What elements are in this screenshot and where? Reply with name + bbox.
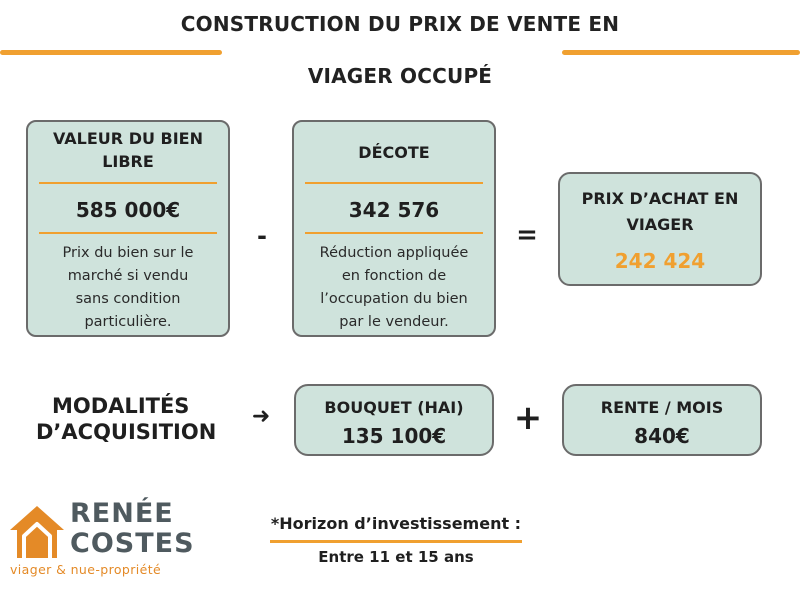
decote-desc-2: en fonction de xyxy=(341,268,447,284)
minus-operator: - xyxy=(257,222,267,250)
decote-card xyxy=(292,120,496,337)
horizon-rule xyxy=(270,540,522,543)
title-line-2: VIAGER OCCUPÉ xyxy=(307,64,493,88)
decote-value: 342 576 xyxy=(348,198,440,222)
modalites-label-line-1: MODALITÉS xyxy=(52,394,190,418)
rente-card xyxy=(562,384,762,456)
valeur-bien-desc-2: marché si vendu xyxy=(67,268,189,284)
valeur-bien-heading-1: VALEUR DU BIEN xyxy=(53,129,203,148)
valeur-bien-card xyxy=(26,120,230,337)
valeur-bien-desc-3: sans condition xyxy=(75,291,181,307)
plus-operator: + xyxy=(513,398,543,438)
decote-desc-3: l’occupation du bien xyxy=(320,291,468,307)
house-icon xyxy=(8,502,66,560)
decote-desc-4: par le vendeur. xyxy=(339,314,449,330)
prix-achat-heading-1: PRIX D’ACHAT EN xyxy=(581,189,739,208)
bouquet-card xyxy=(294,384,494,456)
valeur-bien-heading-2: LIBRE xyxy=(102,152,154,171)
title-accent-bar-right xyxy=(562,50,800,55)
decote-rule-bottom xyxy=(305,232,483,234)
horizon-label: *Horizon d’investissement : xyxy=(270,514,522,533)
logo-line-1: RENÉE xyxy=(70,498,174,529)
modalites-label xyxy=(36,393,246,445)
horizon-value: Entre 11 et 15 ans xyxy=(318,548,474,566)
valeur-bien-desc-4: particulière. xyxy=(84,314,172,330)
rente-value: 840€ xyxy=(634,424,690,448)
decote-desc-1: Réduction appliquée xyxy=(319,245,469,261)
valeur-bien-value: 585 000€ xyxy=(75,198,181,222)
decote-rule-top xyxy=(305,182,483,184)
arrow-icon: ➜ xyxy=(251,404,271,429)
logo-tagline: viager & nue-propriété xyxy=(10,562,162,577)
equals-operator: = xyxy=(516,220,538,250)
prix-achat-card xyxy=(558,172,762,286)
prix-achat-value: 242 424 xyxy=(614,249,706,273)
bouquet-value: 135 100€ xyxy=(341,424,447,448)
prix-achat-heading-2: VIAGER xyxy=(626,215,694,234)
renee-costes-logo xyxy=(6,498,206,578)
logo-line-2: COSTES xyxy=(70,528,195,559)
modalites-label-line-2: D’ACQUISITION xyxy=(36,420,217,444)
decote-heading: DÉCOTE xyxy=(358,143,430,162)
bouquet-heading: BOUQUET (HAI) xyxy=(324,398,464,417)
valeur-bien-rule-top xyxy=(39,182,217,184)
title-accent-bar-left xyxy=(0,50,222,55)
title-line-1: CONSTRUCTION DU PRIX DE VENTE EN xyxy=(180,12,620,36)
valeur-bien-desc-1: Prix du bien sur le xyxy=(62,245,194,261)
valeur-bien-rule-bottom xyxy=(39,232,217,234)
rente-heading: RENTE / MOIS xyxy=(600,398,724,417)
